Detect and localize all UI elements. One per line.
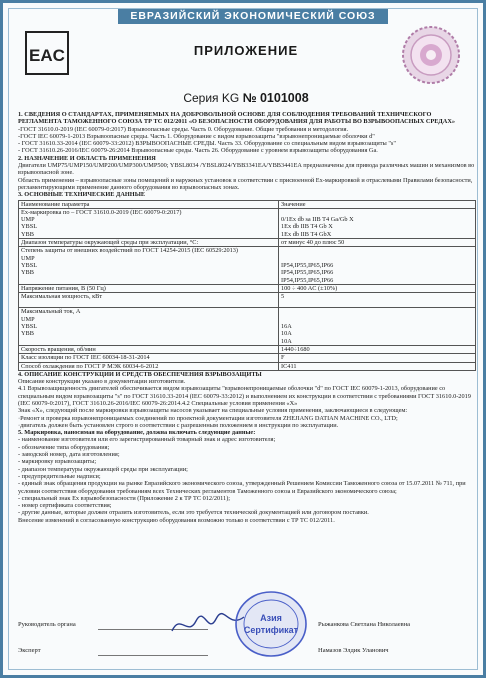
eac-logo-text: EAC [29, 46, 65, 65]
table-row [19, 293, 476, 308]
marking-line: - другие данные, которые должен отразить изготовитель, если это требуется технической документацией или договором поставки. [18, 509, 369, 517]
certification-stamp-icon [233, 589, 309, 659]
section-3-heading: 3. ОСНОВНЫЕ ТЕХНИЧЕСКИЕ ДАННЫЕ [18, 191, 146, 199]
value-line: IP54,IP55,IP65,IP66 [281, 269, 334, 277]
series-number: № 0101008 [242, 91, 309, 105]
value-cell [279, 208, 476, 238]
marking-line: - специальный знак Ех взрывобезопасности (Приложение 2 к ТР ТС 012/2011); [18, 494, 231, 502]
stamp-text: Сертификат [243, 625, 299, 635]
section-1-line: -ГОСТ IEC 60079-1-2013 Взрывоопасные среды. Часть 1. Оборудование с видом взрывозащиты "взрывонепроницаемые оболочки d" [18, 132, 375, 140]
param-line: UMP [21, 315, 35, 323]
section-1-line: - ГОСТ 31610.33-2014 (IEC 60079-33:2012) ВЗРЫВООПАСНЫЕ СРЕДЫ. Часть 33. Оборудование со специальным видом взрывозащиты "s" [18, 140, 396, 148]
spacer [21, 300, 276, 307]
section-1-line: - ГОСТ 31610.26-2016/IEC 60079-26:2014 Взрывоопасные среды. Часть 26. Оборудование с уровнем взрывозащиты оборудования Ga. [18, 147, 378, 155]
table-row [19, 247, 476, 284]
value-cell: 5 [279, 293, 476, 308]
value-line [281, 308, 473, 315]
param-cell [19, 247, 279, 284]
value-line: 10A [281, 330, 292, 338]
param-line: YBSL [21, 223, 38, 231]
param-cell: Способ охлаждения по ГОСТ Р МЭК 60034-6-2012 [19, 362, 279, 370]
value-cell: 100 ÷ 400 AC (±10%) [279, 284, 476, 292]
table-row [19, 239, 476, 247]
marking-line: - маркировку взрывозащиты; [18, 458, 97, 466]
table-row [19, 354, 476, 362]
param-cell [19, 208, 279, 238]
param-cell: Диапазон температуры окружающей среды при эксплуатации, °С: [19, 239, 279, 247]
table-row [19, 284, 476, 292]
series-line [3, 91, 486, 105]
value-line: 1Ex db IIB T4 Gb X [281, 223, 333, 231]
marking-line: - номер сертификата соответствия; [18, 502, 112, 510]
param-line: YBB [21, 230, 34, 238]
param-line: Степень защиты от внешних воздействий по ГОСТ 14254-2015 (IEC 60529:2013) [21, 247, 239, 255]
value-line [281, 255, 473, 262]
marking-line: - обозначение типа оборудования; [18, 443, 110, 451]
param-line: YBSL [21, 323, 38, 331]
param-line: Максимальный ток, А [21, 308, 81, 316]
param-line: UMP [21, 216, 35, 224]
table-header-cell: Значение [279, 200, 476, 208]
section-4-heading: 4. ОПИСАНИЕ КОНСТРУКЦИИ И СРЕДСТВ ОБЕСПЕЧЕНИЯ ВЗРЫВОЗАЩИТЫ [18, 370, 262, 378]
section-2-line: Область применения – взрывоопасные зоны помещений и наружных установок в соответствии с присвоенной Ex-маркировкой и отраслевыми Правилами безопасности, регламентирующими применение данного оборудования во взрывоопасных зонах. [18, 176, 473, 191]
param-cell: Скорость вращения, об/мин [19, 345, 279, 353]
section-4-line: 4.1 Взрывозащищенность двигателей обеспечивается видом взрывозащиты "взрывонепроницаемые оболочки "d" по ГОСТ IEC 60079-1-2013, оборудование со специальным видом взрывозащиты "s" по ГОСТ 31610.33-2014 (IEC 60079-33:2012) и выполнением их конструкции в соответствии с требованиями ГОСТ 31610.0-2019 (IEC 60079-0:2017), ГОСТ 31610.26-2016/IEC 60079-26:2014.4.2 Специальные условия применения «Х» [18, 385, 471, 407]
table-row [19, 208, 476, 238]
param-cell [19, 293, 279, 308]
marking-line: - предупредительные надписи; [18, 472, 101, 480]
section-1-line: -ГОСТ 31610.0-2019 (IEC 60079-0:2017) Взрывоопасные среды. Часть 0. Оборудование. Общие требования и методология. [18, 125, 349, 133]
value-cell [279, 247, 476, 284]
param-line: Ex-маркировка по – ГОСТ 31610.0-2019 (IEC 60079-0:2017) [21, 208, 182, 216]
section-4-line: ·Ремонт и проверка взрывонепроницаемых соединений по проектной документации изготовителя ZHEJIANG DATIAN MACHINE CO., LTD; [18, 414, 398, 422]
section-2-heading: 2. НАЗНАЧЕНИЕ И ОБЛАСТЬ ПРИМЕНЕНИЯ [18, 154, 156, 162]
param-line: UMP [21, 254, 35, 262]
value-cell [279, 308, 476, 345]
marking-line: - диапазон температуры окружающей среды при эксплуатации; [18, 465, 188, 473]
section-4-line: Описание конструкции указано в документации изготовителя. [18, 378, 186, 386]
value-line: 0/1Ex db sa IIB T4 Ga/Gb X [281, 216, 354, 224]
param-line: YBB [21, 269, 34, 277]
param-cell: Класс изоляции по ГОСТ IEC 60034-18-31-2014 [19, 354, 279, 362]
value-line: IP54,IP55,IP65,IP66 [281, 261, 334, 269]
value-cell: IC411 [279, 362, 476, 370]
marking-line: - заводской номер, дата изготовления; [18, 451, 120, 459]
value-line: 1Ex db IIB T4 GbX [281, 230, 332, 238]
value-line: IP54,IP55,IP65,IP66 [281, 276, 334, 284]
param-line: YBB [21, 330, 34, 338]
value-line [281, 247, 473, 254]
section-4-line: ·двигатель должен быть установлен строго в соответствии с разрешенным положением в инструкции по эксплуатации. [18, 421, 339, 429]
table-row [19, 362, 476, 370]
value-line [281, 316, 473, 323]
expert-label: Эксперт [18, 647, 41, 654]
table-row [19, 345, 476, 353]
table-header-row [19, 200, 476, 208]
param-line: Максимальная мощность, кВт [21, 293, 103, 301]
param-line: YBSL [21, 261, 38, 269]
value-line: 16A [281, 323, 292, 331]
marking-line: - единый знак обращения продукции на рынке Евразийского экономического союза, утвержденный Решением Комиссии Таможенного союза от 15.07.2011 № 711, при условии соответствия оборудования требованиям всех Технических регламентов Таможенного союза и Евразийского экономического союза; [18, 480, 466, 495]
appendix-content [18, 111, 476, 524]
expert-name: Намазов Элдик Уланович [318, 647, 389, 654]
value-line: 10A [281, 337, 292, 345]
marking-line: - наименование изготовителя или его зарегистрированный товарный знак и адрес изготовителя; [18, 436, 276, 444]
stamp-text: Азия [260, 613, 282, 623]
section-4-line: Знак «Х», следующий после маркировки взрывозащиты насосов указывает на специальные условия применения, заключающиеся в следующем: [18, 407, 408, 415]
section-1-heading: 1. СВЕДЕНИЯ О СТАНДАРТАХ, ПРИМЕНЯЕМЫХ НА ДОБРОВОЛЬНОЙ ОСНОВЕ ДЛЯ СОБЛЮДЕНИЯ ТРЕБОВАНИЙ ТЕХНИЧЕСКОГО РЕГЛАМЕНТА ТАМОЖЕННОГО СОЮЗА ТР ТС 012/2011 «О БЕЗОПАСНОСТИ ОБОРУДОВАНИЯ ДЛЯ РАБОТЫ ВО ВЗРЫВООПАСНЫХ СРЕДАХ» [18, 111, 456, 126]
param-cell [19, 308, 279, 345]
table-row [19, 308, 476, 345]
head-label: Руководитель органа [18, 621, 76, 628]
table-header-cell: Наименование параметра [19, 200, 279, 208]
section-5-heading: 5. Маркировка, наносимая на оборудование, должна включать следующие данные: [18, 429, 256, 437]
union-header-band: ЕВРАЗИЙСКИЙ ЭКОНОМИЧЕСКИЙ СОЮЗ [118, 9, 388, 24]
head-name: Рыжанкова Светлана Николаевна [318, 621, 411, 628]
section-2-line: Двигатели UMP75/UMP150/UMP200/UMP300/UMP500; YBSL8034 /YBSL8024/YBB3341EA/YBB3441EA предназначены для привода различных машин и механизмов во взрывоопасной зоне. [18, 162, 475, 177]
value-cell: F [279, 354, 476, 362]
value-line [281, 209, 473, 216]
value-cell: от минус 40 до плюс 50 [279, 239, 476, 247]
value-cell: 1440÷1680 [279, 345, 476, 353]
page-title: ПРИЛОЖЕНИЕ [193, 43, 299, 58]
param-cell: Напряжение питания, В (50 Гц) [19, 284, 279, 292]
marking-line: Внесение изменений в согласованную конструкцию оборудования возможно только в соответствии с ТР ТС 012/2011. [18, 516, 335, 524]
signature-line [98, 655, 208, 656]
series-label: Серия KG [183, 91, 240, 105]
spec-table [18, 200, 476, 371]
